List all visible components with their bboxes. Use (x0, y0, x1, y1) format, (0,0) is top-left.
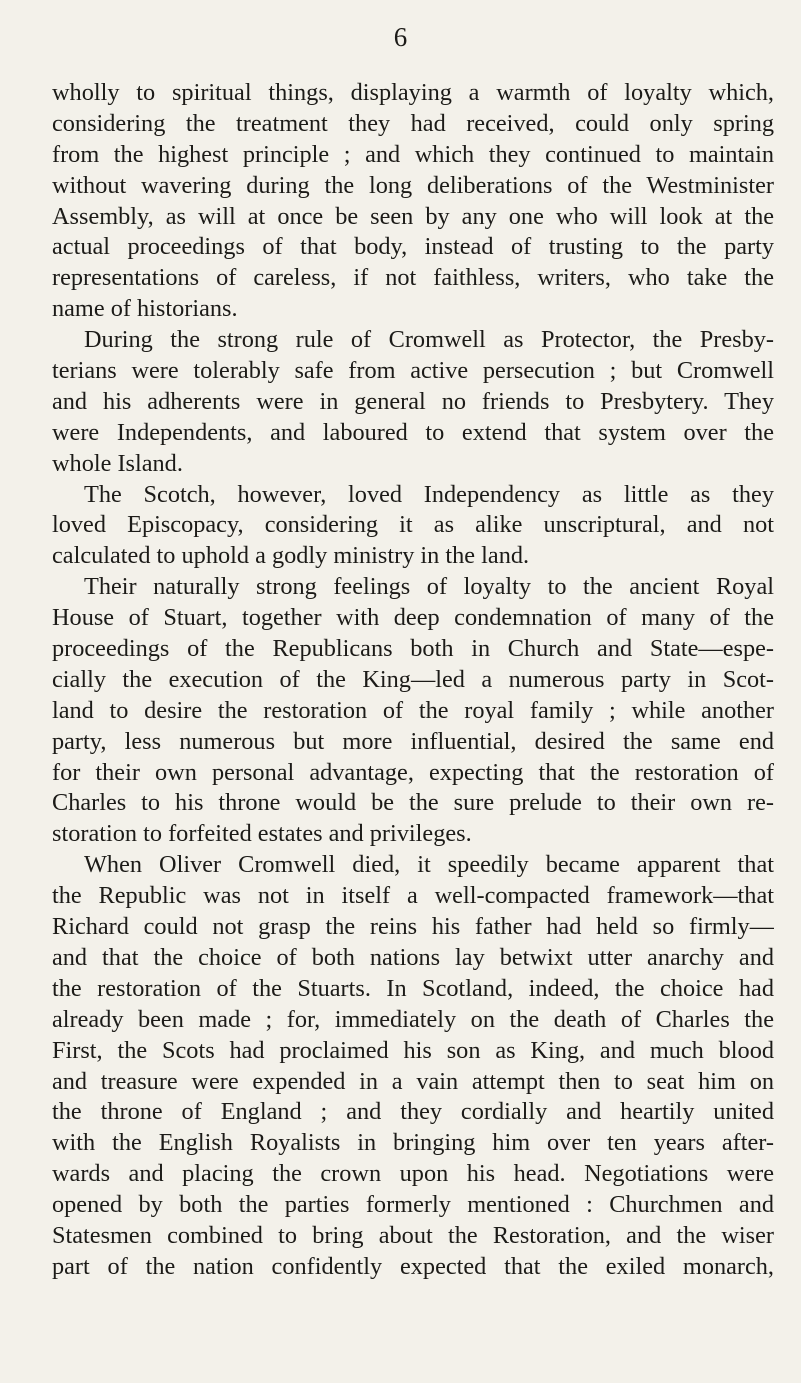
text-line: calculated to uphold a godly ministry in the land. (52, 542, 530, 570)
text-line: The Scotch, however, loved Independency as little as they (84, 480, 774, 508)
text-line: Their naturally strong feelings of loyalty to the ancient Royal (84, 573, 774, 601)
text-line: the throne of England ; and they cordially and heartily united (52, 1098, 774, 1126)
text-line: and that the choice of both nations lay betwixt utter anarchy and (52, 943, 774, 971)
text-line: Charles to his throne would be the sure prelude to their own re- (52, 789, 774, 817)
text-line: land to desire the restoration of the royal family ; while another (52, 696, 774, 724)
text-line: Richard could not grasp the reins his father had held so firmly— (52, 913, 774, 941)
text-line: part of the nation confidently expected that the exiled monarch, (52, 1252, 774, 1280)
text-line: During the strong rule of Cromwell as Protector, the Presby- (84, 326, 774, 354)
body-text (52, 78, 774, 1283)
text-line: with the English Royalists in bringing him over ten years after- (52, 1129, 774, 1157)
text-line: actual proceedings of that body, instead of trusting to the party (52, 233, 774, 261)
text-line: name of historians. (52, 295, 238, 323)
text-line: for their own personal advantage, expecting that the restoration of (52, 758, 774, 786)
text-line: and treasure were expended in a vain attempt then to seat him on (52, 1067, 774, 1095)
text-line: representations of careless, if not faithless, writers, who take the (52, 264, 774, 292)
text-line: the restoration of the Stuarts. In Scotland, indeed, the choice had (52, 974, 774, 1002)
text-line: considering the treatment they had received, could only spring (52, 109, 774, 137)
text-line: wards and placing the crown upon his head. Negotiations were (52, 1160, 774, 1188)
text-line: Statesmen combined to bring about the Restoration, and the wiser (52, 1221, 774, 1249)
text-line: loved Episcopacy, considering it as alike unscriptural, and not (52, 511, 774, 539)
text-line: without wavering during the long deliberations of the Westminister (52, 171, 774, 199)
text-line: opened by both the parties formerly mentioned : Churchmen and (52, 1191, 774, 1219)
text-line: from the highest principle ; and which they continued to maintain (52, 140, 774, 168)
text-line: House of Stuart, together with deep condemnation of many of the (52, 604, 774, 632)
text-line: storation to forfeited estates and privileges. (52, 820, 472, 848)
text-line: whole Island. (52, 449, 183, 477)
text-line: the Republic was not in itself a well-compacted framework—that (52, 882, 774, 910)
text-line: Assembly, as will at once be seen by any one who will look at the (52, 202, 774, 230)
text-line: were Independents, and laboured to extend that system over the (52, 418, 774, 446)
text-line: When Oliver Cromwell died, it speedily became apparent that (84, 851, 774, 879)
text-line: cially the execution of the King—led a numerous party in Scot- (52, 665, 774, 693)
text-line: wholly to spiritual things, displaying a warmth of loyalty which, (52, 79, 774, 106)
text-line: First, the Scots had proclaimed his son as King, and much blood (52, 1036, 774, 1064)
text-line: party, less numerous but more influential, desired the same end (52, 727, 774, 755)
text-line: and his adherents were in general no friends to Presbytery. They (52, 387, 774, 415)
text-line: terians were tolerably safe from active persecution ; but Cromwell (52, 357, 774, 385)
text-line: already been made ; for, immediately on the death of Charles the (52, 1005, 774, 1033)
page-number: 6 (393, 22, 408, 52)
text-line: proceedings of the Republicans both in Church and State—espe- (52, 635, 774, 663)
